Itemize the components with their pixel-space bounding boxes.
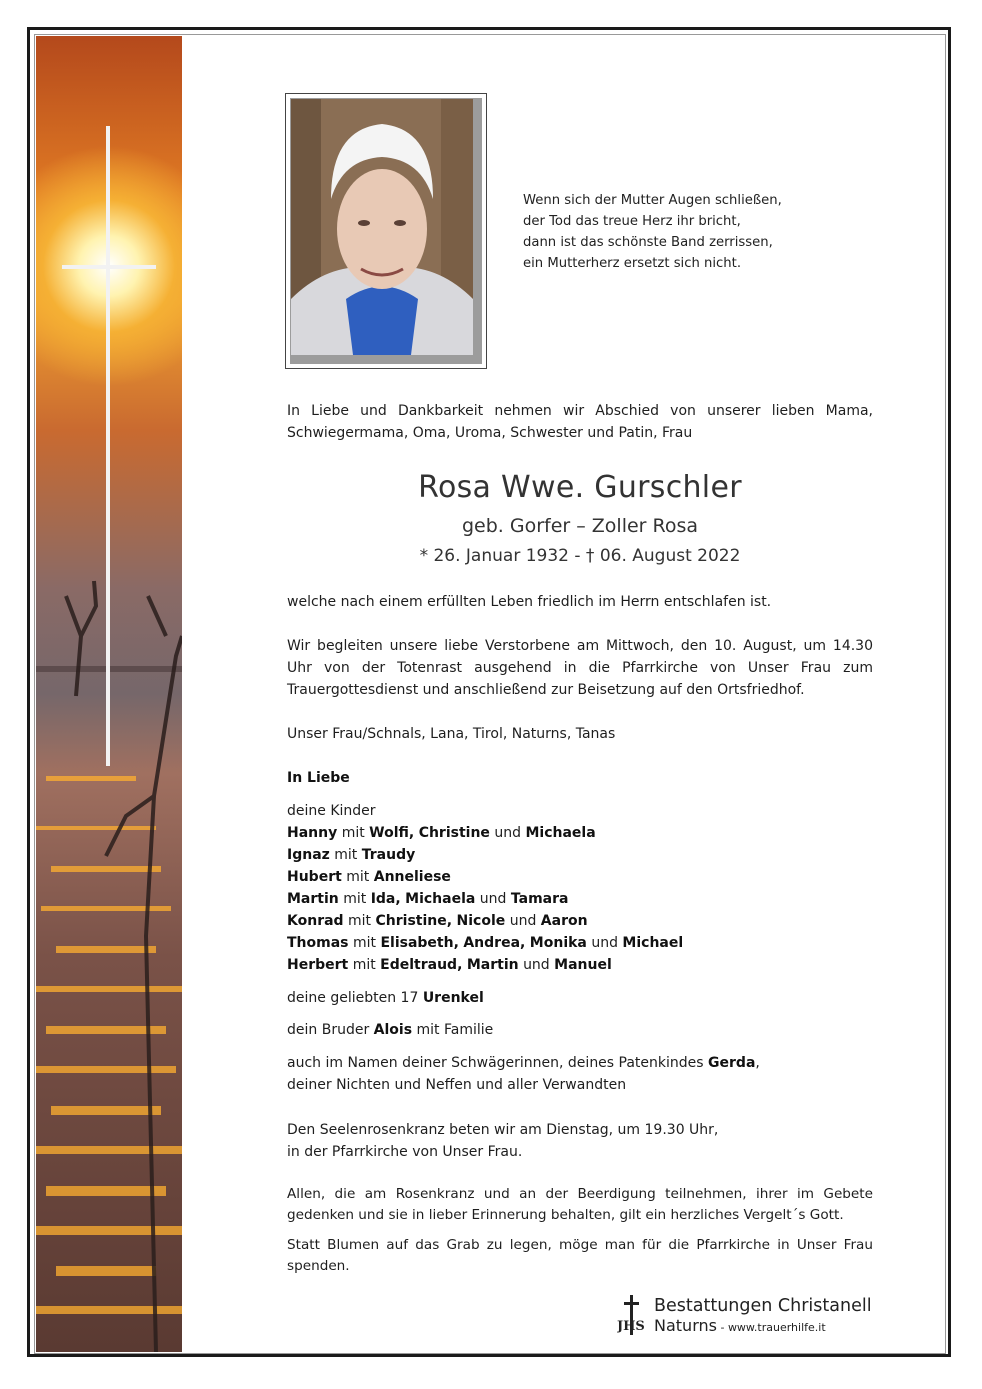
funeral-line-1: Wir begleiten unsere liebe Verstorbene am Mittwoch, den 10. August, um 14.30 <box>287 638 873 654</box>
in-liebe-heading <box>287 767 873 789</box>
word: und <box>591 935 618 951</box>
name: Anneliese <box>373 869 451 885</box>
name: Elisabeth, <box>380 935 459 951</box>
name: Michaela <box>405 891 476 907</box>
child-line <box>287 954 873 976</box>
word: mit <box>346 869 370 885</box>
funeral-text <box>287 635 873 701</box>
child-line <box>287 910 873 932</box>
name: Andrea, <box>463 935 526 951</box>
poem-line: ein Mutterherz ersetzt sich nicht. <box>523 256 742 271</box>
name: Christine, <box>375 913 453 929</box>
schwager-prefix: auch im Namen deiner Schwägerinnen, deines Patenkindes <box>287 1055 704 1071</box>
name: Konrad <box>287 913 344 929</box>
intro-line-2: Schwiegermama, Oma, Uroma, Schwester und Patin, Frau <box>287 425 693 441</box>
undertaker-town: Naturns <box>654 1316 717 1335</box>
portrait-photo <box>291 99 481 363</box>
child-line <box>287 888 873 910</box>
word: mit <box>343 891 367 907</box>
undertaker-url[interactable]: www.trauerhilfe.it <box>727 1321 826 1334</box>
word: und <box>523 957 550 973</box>
thanks-text <box>287 1184 873 1226</box>
thanks-line-2: gedenken und sie in lieber Erinnerung behalten, gilt ein herzliches Vergelt´s Gott. <box>287 1207 844 1223</box>
portrait-frame <box>285 93 487 369</box>
thanks-line-1: Allen, die am Rosenkranz und an der Beerdigung teilnehmen, ihrer im Gebete <box>287 1186 873 1202</box>
places-text: Unser Frau/Schnals, Lana, Tirol, Naturns, Tanas <box>287 726 616 742</box>
rosary-line-2: in der Pfarrkirche von Unser Frau. <box>287 1144 523 1160</box>
poem <box>523 190 823 274</box>
name: Ida, <box>370 891 401 907</box>
name: Nicole <box>456 913 506 929</box>
word: mit <box>341 825 365 841</box>
name: Martin <box>287 891 339 907</box>
rosary-text <box>287 1119 873 1163</box>
name: Wolfi, <box>369 825 415 841</box>
flowers-line-1: Statt Blumen auf das Grab zu legen, möge man für die Pfarrkirche in Unser Frau <box>287 1237 873 1253</box>
poem-line: Wenn sich der Mutter Augen schließen, <box>523 193 782 208</box>
deceased-name: Rosa Wwe. Gurschler <box>418 470 742 505</box>
word: mit <box>352 935 376 951</box>
svg-text:JHS: JHS <box>617 1319 645 1334</box>
name: Thomas <box>287 935 349 951</box>
poem-line: der Tod das treue Herz ihr bricht, <box>523 214 741 229</box>
name: Herbert <box>287 957 349 973</box>
child-line <box>287 866 873 888</box>
name: Ignaz <box>287 847 330 863</box>
bruder-suffix: mit Familie <box>416 1022 494 1038</box>
name: Martin <box>466 957 519 973</box>
sunset-cross-strip <box>36 36 182 1352</box>
bruder-line <box>287 1019 873 1041</box>
schwager-line <box>287 1052 873 1074</box>
word: mit <box>352 957 376 973</box>
urenkel-label: Urenkel <box>422 990 484 1006</box>
urenkel-line <box>287 987 873 1009</box>
in-liebe-label: In Liebe <box>287 770 350 786</box>
name: Michaela <box>525 825 596 841</box>
kinder-label: deine Kinder <box>287 803 376 819</box>
name: Hubert <box>287 869 342 885</box>
name: Traudy <box>361 847 416 863</box>
word: und <box>479 891 507 907</box>
separator: - <box>716 1321 728 1334</box>
relatives-text <box>287 1052 873 1096</box>
flowers-line-2: spenden. <box>287 1258 350 1274</box>
birth-name: geb. Gorfer – Zoller Rosa <box>461 515 699 537</box>
funeral-line-2: Uhr von der Totenrast ausgehend in die Pfarrkirche von Unser Frau zum <box>287 660 873 676</box>
funeral-line-3: Trauergottesdienst und anschließend zur Beisetzung auf den Ortsfriedhof. <box>287 682 805 698</box>
name: Christine <box>418 825 490 841</box>
word: mit <box>334 847 358 863</box>
verwandten-line: deiner Nichten und Neffen und aller Verwandten <box>287 1077 627 1093</box>
name: Michael <box>622 935 684 951</box>
life-dates: * 26. Januar 1932 - † 06. August 2022 <box>419 546 741 566</box>
word: und <box>494 825 522 841</box>
child-line <box>287 822 873 844</box>
urenkel-prefix: deine geliebten 17 <box>287 990 419 1006</box>
name: Edeltraud, <box>380 957 463 973</box>
intro-text <box>287 400 873 444</box>
undertaker-logo-icon <box>617 1294 647 1336</box>
child-line <box>287 932 873 954</box>
gerda-name: Gerda <box>708 1055 756 1071</box>
child-line <box>287 844 873 866</box>
name: Tamara <box>510 891 569 907</box>
passed-text: welche nach einem erfüllten Leben friedlich im Herrn entschlafen ist. <box>287 594 772 610</box>
undertaker-location <box>654 1316 826 1335</box>
intro-line-1: In Liebe und Dankbarkeit nehmen wir Abschied von unserer lieben Mama, <box>287 403 873 419</box>
rosary-line-1: Den Seelenrosenkranz beten wir am Dienstag, um 19.30 Uhr, <box>287 1122 719 1138</box>
comma: , <box>755 1055 760 1071</box>
poem-line: dann ist das schönste Band zerrissen, <box>523 235 773 250</box>
name: Hanny <box>287 825 338 841</box>
name: Aaron <box>540 913 588 929</box>
word: und <box>509 913 537 929</box>
undertaker-name: Bestattungen Christanell <box>654 1296 872 1316</box>
children-list <box>287 800 873 976</box>
name: Monika <box>529 935 587 951</box>
bruder-prefix: dein Bruder <box>287 1022 370 1038</box>
flowers-text <box>287 1235 873 1277</box>
bruder-name: Alois <box>373 1022 413 1038</box>
name: Manuel <box>554 957 612 973</box>
word: mit <box>348 913 372 929</box>
